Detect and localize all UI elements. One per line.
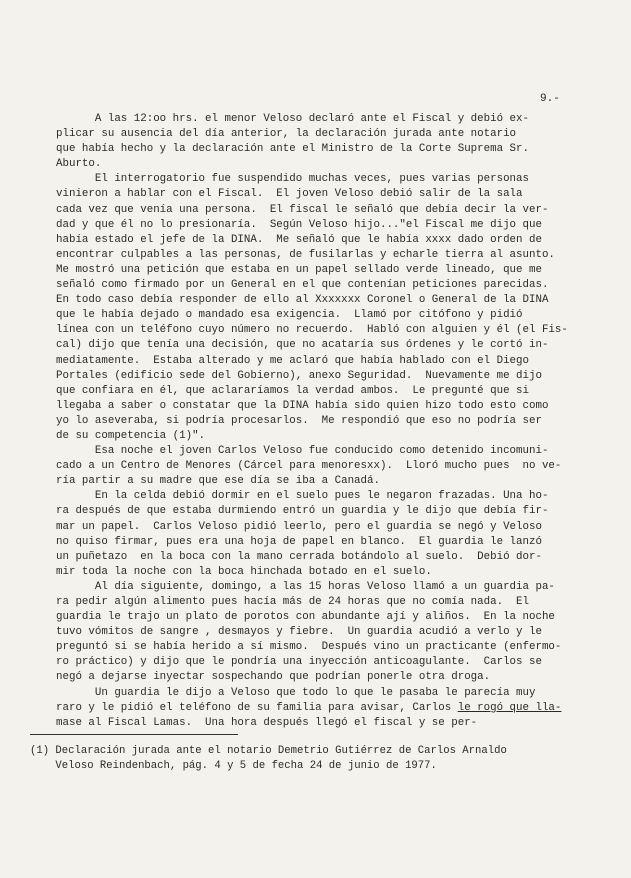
text-line: cal) dijo que tenía una decisión, que no acataría sus órdenes y le cortó in- [56, 339, 549, 352]
text-line: ro práctico) y dijo que le pondría una inyección anticoagulante. Carlos se [56, 656, 542, 669]
body-text [56, 112, 576, 731]
text-line: negó a dejarse inyectar sospechando que podrían ponerle otra droga. [56, 671, 491, 684]
text-line: ra después de que estaba durmiendo entró un guardia y le dijo que debía fir- [56, 505, 549, 518]
text-line: encontrar culpables a las personas, de fusilarlas y echarle tierra al asunto. [56, 248, 555, 261]
text-line: que le había dejado o mandado esa exigencia. Llamó por citófono y pidió [56, 309, 523, 322]
footnote [30, 744, 600, 774]
text-line: En la celda debió dormir en el suelo pues le negaron frazadas. Una ho- [56, 490, 549, 503]
text-line: Aburto. [56, 158, 102, 171]
text-line: llegaba a saber o constatar que la DINA había sido quien hizo todo esto como [56, 399, 549, 412]
text-line [56, 701, 576, 716]
text-line: de su competencia (1)". [56, 429, 206, 442]
text-line: no quiso firmar, pues era una hoja de papel en blanco. El guardia le lanzó [56, 535, 542, 548]
text-line: dad y que él no lo presionaría. Según Veloso hijo..."el Fiscal me dijo que [56, 218, 542, 231]
text-line: A las 12:oo hrs. el menor Veloso declaró ante el Fiscal y debió ex- [56, 113, 529, 125]
text-line: Al día siguiente, domingo, a las 15 horas Veloso llamó a un guardia pa- [56, 580, 555, 593]
text-line: guardia le trajo un plato de porotos con abundante ají y aliños. En la noche [56, 611, 555, 624]
text-line: mediatamente. Estaba alterado y me aclaró que había hablado con el Diego [56, 354, 529, 367]
text-line: cado a un Centro de Menores (Cárcel para menoresxx). Lloró mucho pues no ve- [56, 460, 562, 473]
text-line: cada vez que venía una persona. El fiscal le señaló que debía decir la ver- [56, 203, 549, 216]
page-number: 9.- [540, 93, 560, 105]
text-line: mir toda la noche con la boca hinchada botado en el suelo. [56, 565, 432, 578]
text-line: que había hecho y la declaración ante el Ministro de la Corte Suprema Sr. [56, 143, 529, 156]
text-line: vinieron a hablar con el Fiscal. El joven Veloso debió salir de la sala [56, 188, 523, 201]
footnote-rule [30, 734, 238, 735]
text-line: Esa noche el joven Carlos Veloso fue conducido como detenido incomuni- [56, 445, 549, 458]
text-line: señaló como firmado por un General en el que contenían peticiones parecidas. [56, 279, 549, 292]
underlined-phrase: le rogó que lla- [457, 701, 562, 714]
text-line: Me mostró una petición que estaba en un papel sellado verde lineado, que me [56, 263, 542, 276]
text-line-start: raro y le pidió el teléfono de su familia para avisar, Carlos [56, 701, 458, 714]
text-line: preguntó si se había herido a sí mismo. Después vino un practicante (enfermo- [56, 641, 562, 654]
text-line: El interrogatorio fue suspendido muchas veces, pues varias personas [56, 173, 529, 186]
text-line: Portales (edificio sede del Gobierno), anexo Seguridad. Nuevamente me dijo [56, 369, 542, 382]
footnote-line: (1) Declaración jurada ante el notario Demetrio Gutiérrez de Carlos Arnaldo [30, 745, 507, 757]
text-line: que confiara en él, que aclararíamos la verdad ambos. Le pregunté que si [56, 384, 529, 397]
text-line: había estado el jefe de la DINA. Me señaló que le había xxxx dado orden de [56, 233, 542, 246]
text-line: tuvo vómitos de sangre , desmayos y fiebre. Un guardia acudió a verlo y le [56, 626, 542, 639]
footnote-line: Veloso Reindenbach, pág. 4 y 5 de fecha 24 de junio de 1977. [30, 760, 437, 772]
text-line: Un guardia le dijo a Veloso que todo lo que le pasaba le parecía muy [56, 686, 536, 699]
text-line: mar un papel. Carlos Veloso pidió leerlo, pero el guardia se negó y Veloso [56, 520, 542, 533]
text-line: yo lo aseveraba, si podría procesarlos. Me respondió que eso no podría ser [56, 414, 542, 427]
text-line: ra pedir algún alimento pues hacía más de 24 horas que no comía nada. El [56, 596, 529, 608]
text-line: línea con un teléfono cuyo número no recuerdo. Habló con alguien y él (el Fis- [56, 324, 568, 337]
text-line: un puñetazo en la boca con la mano cerrada botándolo al suelo. Debió dor- [56, 550, 542, 563]
text-line: mase al Fiscal Lamas. Una hora después llegó el fiscal y se per- [56, 716, 478, 729]
text-line: En todo caso debía responder de ello al Xxxxxxx Coronel o General de la DINA [56, 294, 549, 307]
text-line: plicar su ausencia del día anterior, la declaración jurada ante notario [56, 128, 517, 141]
text-line: ría partir a su madre que ese día se iba a Canadá. [56, 475, 380, 488]
